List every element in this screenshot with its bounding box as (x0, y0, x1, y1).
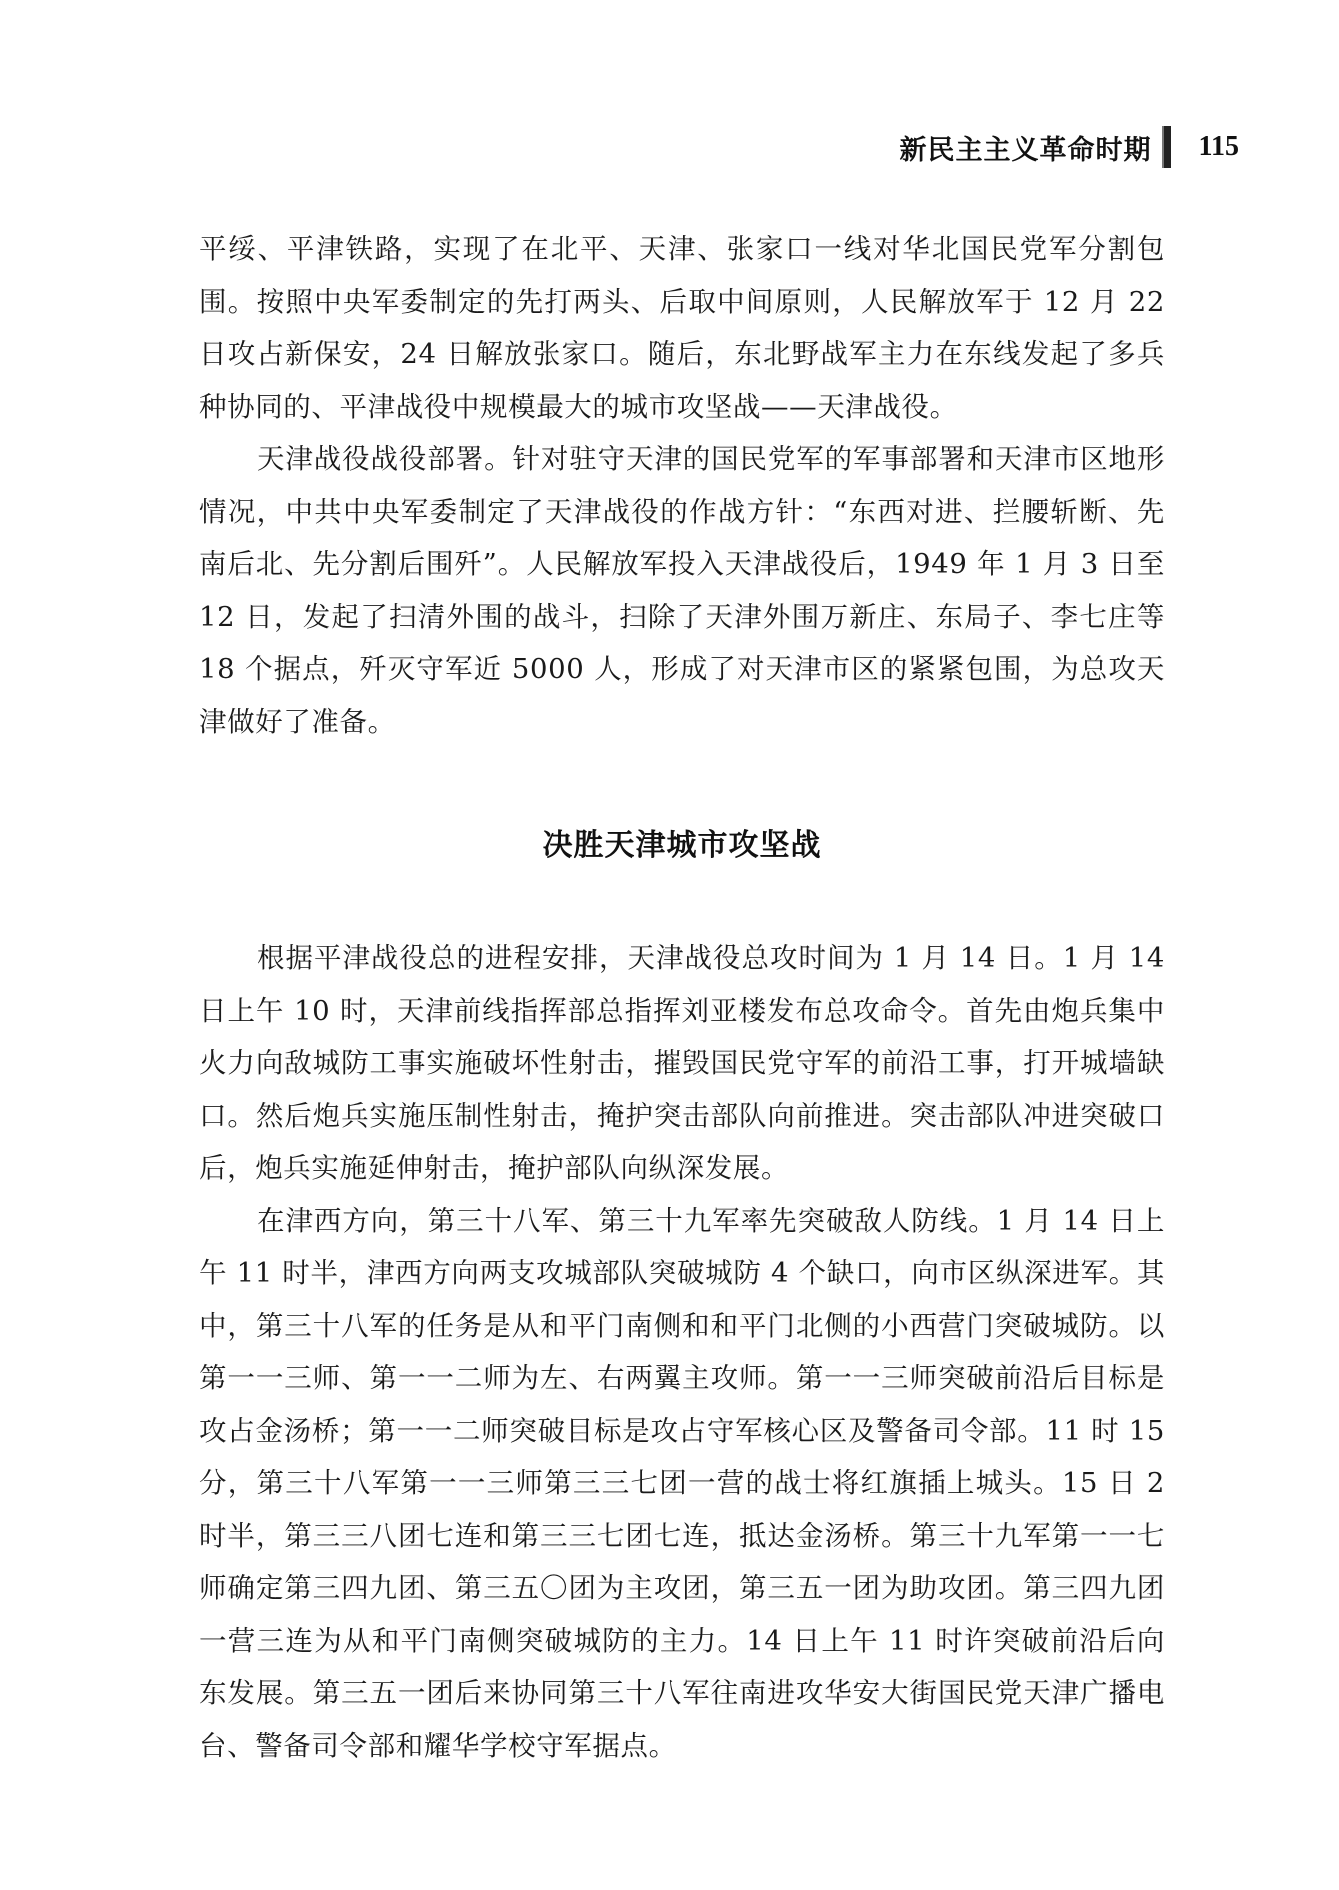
paragraph-west-front: 在津西方向，第三十八军、第三十九军率先突破敌人防线。1 月 14 日上午 11 时半，津西方向两支攻城部队突破城防 4 个缺口，向市区纵深进军。其中，第三十八军的任务是从和平门南侧和和平门北侧的小西营门突破城防。以第一一三师、第一一二师为左、右两翼主攻师。第一一三师突破前沿后目标是攻占金汤桥；第一一二师突破目标是攻占守军核心区及警备司令部。11 时 15 分，第三十八军第一一三师第三三七团一营的战士将红旗插上城头。15 日 2 时半，第三三八团七连和第三三七团七连，抵达金汤桥。第三十九军第一一七师确定第三四九团、第三五〇团为主攻团，第三五一团为助攻团。第三四九团一营三连为从和平门南侧突破城防的主力。14 日上午 11 时许突破前沿后向东发展。第三五一团后来协同第三十八军往南进攻华安大街国民党天津广播电台、警备司令部和耀华学校守军据点。 (199, 1204, 1165, 1762)
spacer (199, 864, 1165, 932)
running-header-title: 新民主主义革命时期 (899, 134, 1152, 166)
spacer (199, 748, 1165, 820)
paragraph-continued: 平绥、平津铁路，实现了在北平、天津、张家口一线对华北国民党军分割包围。按照中央军委制定的先打两头、后取中间原则，人民解放军于 12 月 22 日攻占新保安，24 日解放张家口。随后，东北野战军主力在东线发起了多兵种协同的、平津战役中规模最大的城市攻坚战——天津战役。 (199, 233, 1165, 423)
paragraph-assault-schedule: 根据平津战役总的进程安排，天津战役总攻时间为 1 月 14 日。1 月 14 日上午 10 时，天津前线指挥部总指挥刘亚楼发布总攻命令。首先由炮兵集中火力向敌城防工事实施破坏性射击，摧毁国民党守军的前沿工事，打开城墙缺口。然后炮兵实施压制性射击，掩护突击部队向前推进。突击部队冲进突破口后，炮兵实施延伸射击，掩护部队向纵深发展。 (199, 942, 1165, 1184)
section-heading: 决胜天津城市攻坚战 (542, 828, 822, 863)
running-header (900, 127, 1239, 167)
header-divider-bar (1162, 126, 1171, 168)
page-number: 115 (1198, 131, 1239, 162)
body-text (199, 223, 1165, 1772)
paragraph-deployment: 天津战役战役部署。针对驻守天津的国民党军的军事部署和天津市区地形情况，中共中央军委制定了天津战役的作战方针：“东西对进、拦腰斩断、先南后北、先分割后围歼”。人民解放军投入天津战役后，1949 年 1 月 3 日至 12 日，发起了扫清外围的战斗，扫除了天津外围万新庄、东局子、李七庄等 18 个据点，歼灭守军近 5000 人，形成了对天津市区的紧紧包围，为总攻天津做好了准备。 (199, 443, 1165, 738)
